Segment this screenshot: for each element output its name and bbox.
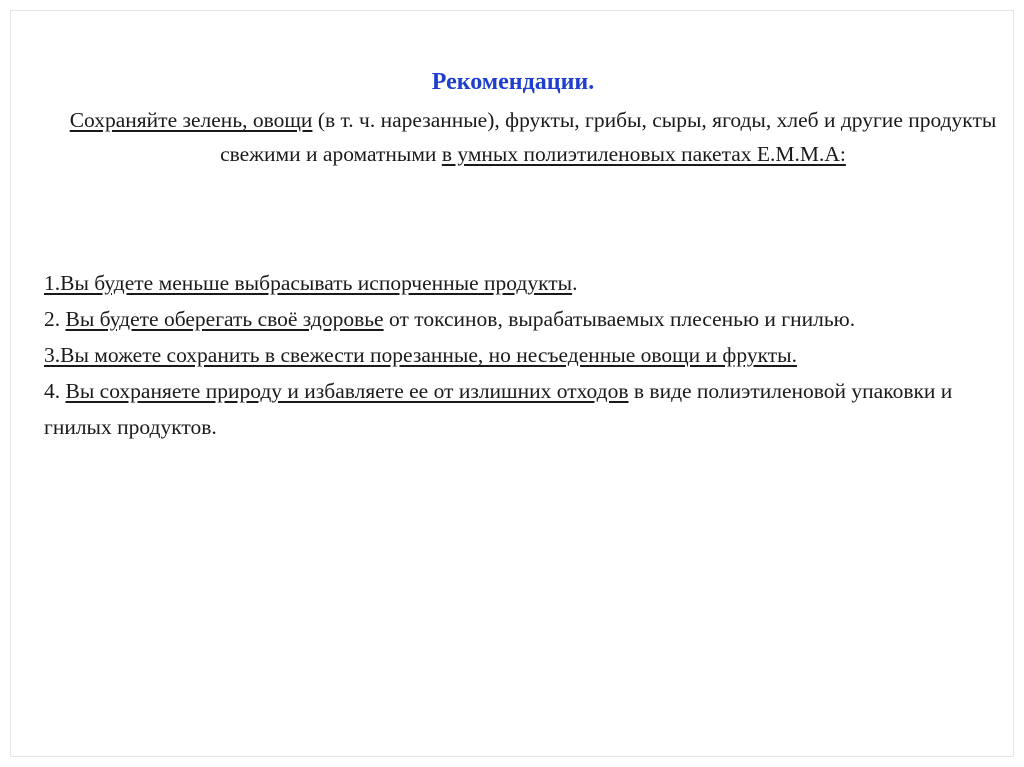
list-item-underlined: 3.Вы можете сохранить в свежести порезанные, но несъеденные овощи и фрукты. — [44, 343, 797, 367]
intro-underlined-bags: в умных полиэтиленовых пакетах Е.М.М.А: — [441, 142, 846, 166]
list-item-prefix: 2. — [44, 307, 66, 331]
list-item-prefix: 4. — [44, 379, 66, 403]
intro-paragraph — [51, 103, 1015, 171]
list-item — [44, 301, 1009, 337]
list-item — [44, 265, 1009, 301]
list-item-suffix: от токсинов, вырабатываемых плесенью и гнилью. — [383, 307, 856, 331]
list-item-suffix: в виде полиэтиленовой упаковки и гнилых продуктов. — [44, 379, 953, 439]
list-item-underlined: 1.Вы будете меньше выбрасывать испорченные продукты — [44, 271, 573, 295]
slide-title: Рекомендации. — [431, 69, 595, 95]
slide — [10, 10, 1014, 757]
list-item — [44, 337, 1009, 373]
intro-text: (в т. ч. нарезанные), фрукты, грибы, сыры, ягоды, хлеб и другие продукты свежими и ароматными — [220, 108, 997, 166]
benefits-list — [44, 265, 1009, 445]
list-item-suffix: . — [572, 271, 578, 295]
intro-underlined-products: Сохраняйте зелень, овощи — [69, 108, 313, 132]
list-item-underlined: Вы будете оберегать своё здоровье — [65, 307, 384, 331]
list-item-underlined: Вы сохраняете природу и избавляете ее от излишних отходов — [65, 379, 629, 403]
list-item — [44, 373, 1009, 445]
